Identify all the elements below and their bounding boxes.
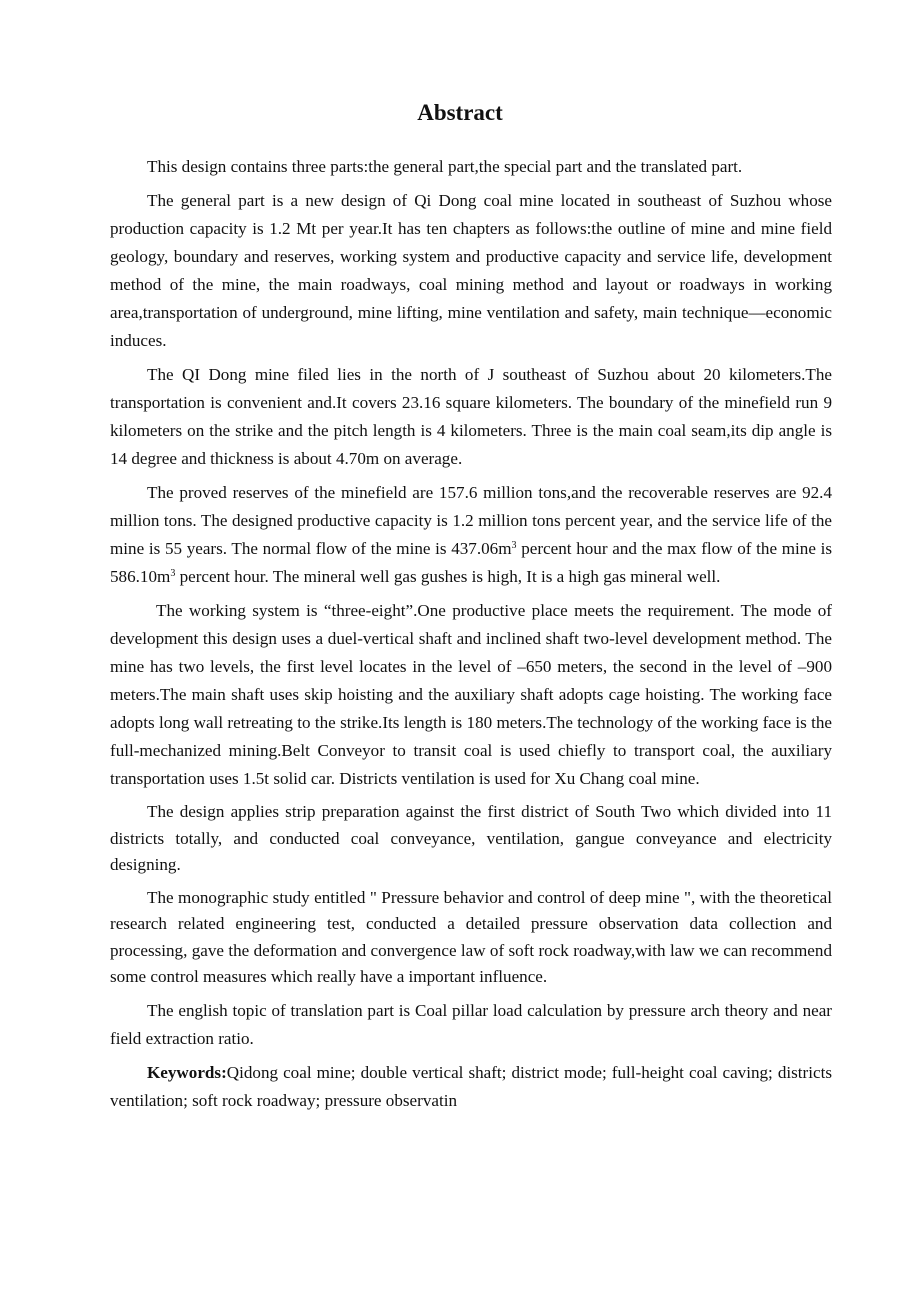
abstract-body xyxy=(110,153,832,1121)
paragraph-reserves xyxy=(110,479,832,591)
superscript-cubed: 3 xyxy=(511,540,517,551)
paragraph-working-system: The working system is “three-eight”.One productive place meets the requirement. The mode of development this design uses a duel-vertical shaft and inclined shaft two-level development method. The mine has two levels, the first level locates in the level of –650 meters, the second in the level of –900 meters.The main shaft uses skip hoisting and the auxiliary shaft adopts cage hoisting. The working face adopts long wall retreating to the strike.Its length is 180 meters.The technology of the working face is the full-mechanized mining.Belt Conveyor to transit coal is used chiefly to transport coal, the auxiliary transportation uses 1.5t solid car. Districts ventilation is used for Xu Chang coal mine. xyxy=(110,601,832,788)
paragraph-mine-field: The QI Dong mine filed lies in the north of J southeast of Suzhou about 20 kilometers.The transportation is convenient and.It covers 23.16 square kilometers. The boundary of the minefield run 9 kilometers on the strike and the pitch length is 4 kilometers. Three is the main coal seam,its dip angle is 14 degree and thickness is about 4.70m on average. xyxy=(110,365,832,468)
paragraph-intro: This design contains three parts:the general part,the special part and the translated part. xyxy=(147,157,743,176)
paragraph-translation: The english topic of translation part is Coal pillar load calculation by pressure arch theory and near field extraction ratio. xyxy=(110,1000,832,1048)
paragraph-strip-preparation: The design applies strip preparation against the first district of South Two which divided into 11 districts totally, and conducted coal conveyance, ventilation, gangue conveyance and electricity designing. xyxy=(110,802,832,874)
paragraph-keywords xyxy=(110,1059,832,1115)
keywords-label: Keywords: xyxy=(147,1062,227,1082)
page-title: Abstract xyxy=(417,100,503,125)
paragraph-monographic-study: The monographic study entitled " Pressure behavior and control of deep mine ", with the theoretical research related engineering test, conducted a detailed pressure observation data collection and processing, gave the deformation and convergence law of soft rock roadway,with law we can recommend some control measures which really have a important influence. xyxy=(110,887,832,986)
keywords-text: Qidong coal mine; double vertical shaft; district mode; full-height coal caving; districts ventilation; soft rock roadway; pressure observatin xyxy=(110,1062,832,1110)
reserves-text-2: percent hour and the max flow of the mine is 586.10m xyxy=(110,539,832,586)
superscript-cubed: 3 xyxy=(170,568,176,579)
reserves-text-3: percent hour. The mineral well gas gushes is high, It is a high gas mineral well. xyxy=(175,567,721,586)
reserves-text-1: The proved reserves of the minefield are 157.6 million tons,and the recoverable reserves are 92.4 million tons. The designed productive capacity is 1.2 million tons percent year, and the service life of the mine is 55 years. The normal flow of the mine is 437.06m xyxy=(110,483,832,558)
paragraph-general-part: The general part is a new design of Qi Dong coal mine located in southeast of Suzhou whose production capacity is 1.2 Mt per year.It has ten chapters as follows:the outline of mine and mine field geology, boundary and reserves, working system and productive capacity and service life, development method of the mine, the main roadways, coal mining method and layout or roadways in working area,transportation of underground, mine lifting, mine ventilation and safety, main technique—economic induces. xyxy=(110,191,832,350)
